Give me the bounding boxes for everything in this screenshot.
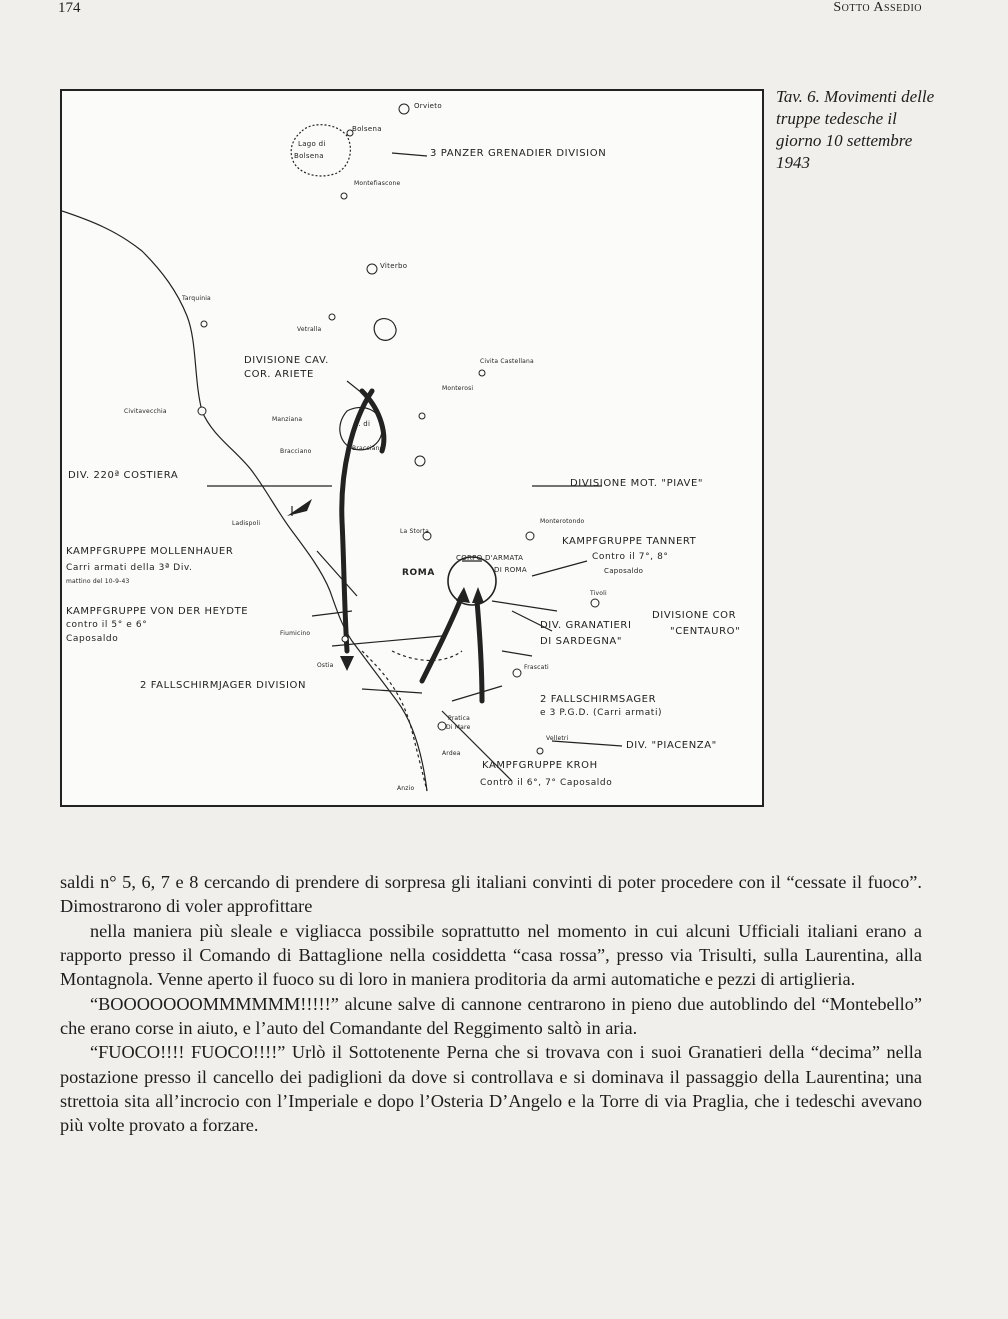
unit-div-centauro-2: "CENTAURO"	[670, 626, 741, 637]
unit-kg-heydte: KAMPFGRUPPE VON DER HEYDTE	[66, 606, 249, 617]
place-civita-castellana: Civita Castellana	[480, 358, 534, 365]
unit-corpo-armata-1: CORPO D'ARMATA	[456, 554, 524, 562]
unit-div-cav-1: DIVISIONE CAV.	[244, 355, 329, 366]
map-caption: Tav. 6. Movimenti delle truppe tedesche il giorno 10 settembre 1943	[776, 87, 935, 173]
place-bolsena: Bolsena	[352, 125, 382, 133]
unit-div-granatieri-1: DIV. GRANATIERI	[540, 620, 632, 631]
place-civitavecchia: Civitavecchia	[124, 408, 167, 415]
arrow-mollenhauer	[342, 391, 372, 651]
place-bracciano: Bracciano	[280, 448, 312, 455]
unit-tannert-note-2: Caposaldo	[604, 567, 644, 575]
place-pratica-2: Di Mare	[446, 724, 471, 731]
place-ardea: Ardea	[442, 750, 461, 757]
place-lago-bracciano-2: Bracciano	[352, 445, 384, 452]
unit-kg-tannert: KAMPFGRUPPE TANNERT	[562, 536, 697, 547]
place-viterbo: Viterbo	[380, 262, 408, 270]
place-frascati: Frascati	[524, 664, 549, 671]
page-number: 174	[58, 0, 81, 16]
arrow-ladispoli	[287, 499, 312, 516]
place-manziana: Manziana	[272, 416, 303, 423]
arrow-south-roma	[422, 596, 462, 681]
lake-vico	[374, 319, 396, 341]
place-vetralla: Vetralla	[297, 326, 322, 333]
place-lago-bracciano-1: L. di	[354, 420, 371, 428]
arrow-roma-south2	[477, 601, 482, 701]
unit-fallschirmsager-2: e 3 P.G.D. (Carri armati)	[540, 708, 663, 718]
place-lago-bolsena-2: Bolsena	[294, 152, 324, 160]
unit-fallschirmjager: 2 FALLSCHIRMJAGER DIVISION	[140, 680, 307, 691]
unit-heydte-note-1: contro il 5° e 6°	[66, 620, 148, 630]
place-lago-bolsena-1: Lago di	[298, 140, 326, 148]
place-ladispoli: Ladispoli	[232, 520, 261, 527]
place-tivoli: Tivoli	[590, 590, 607, 597]
unit-kroh-note: Contro il 6°, 7° Caposaldo	[480, 778, 613, 788]
unit-mollenhauer-note-1: Carri armati della 3ª Div.	[66, 563, 193, 573]
unit-div-granatieri-2: DI SARDEGNA"	[540, 636, 623, 647]
unit-panzer-grenadier: 3 PANZER GRENADIER DIVISION	[430, 148, 607, 159]
unit-tannert-note-1: Contro il 7°, 8°	[592, 552, 669, 562]
place-montefiascone: Montefiascone	[354, 180, 401, 187]
place-roma: ROMA	[402, 568, 435, 578]
place-monterotondo: Monterotondo	[540, 518, 585, 525]
place-anzio: Anzio	[397, 785, 415, 792]
coastline	[62, 211, 430, 791]
body-text	[60, 870, 922, 1138]
unit-div-cav-2: COR. ARIETE	[244, 369, 314, 380]
unit-mollenhauer-note-2: mattino del 10-9-43	[66, 578, 130, 585]
unit-div-costiera: DIV. 220ª COSTIERA	[68, 470, 179, 481]
unit-heydte-note-2: Caposaldo	[66, 634, 119, 644]
lake-bolsena	[291, 125, 350, 176]
unit-kg-mollenhauer: KAMPFGRUPPE MOLLENHAUER	[66, 546, 234, 557]
map-drawing	[62, 91, 762, 805]
roma-circle	[448, 557, 496, 605]
place-monterosi: Monterosi	[442, 385, 474, 392]
place-ostia: Ostia	[317, 662, 334, 669]
place-pratica-1: Pratica	[448, 715, 471, 722]
unit-kg-kroh: KAMPFGRUPPE KROH	[482, 760, 598, 771]
paragraph-4: “FUOCO!!!! FUOCO!!!!” Urlò il Sottotenente Perna che si trovava con i suoi Granatieri della “decima” nella postazione presso il cancello dei padiglioni da dove si controllava e si dominava il passaggio della Laurentina; una strettoia sita all’incrocio con l’Imperiale e dopo l’Osteria D’Angelo e la Torre di via Praglia, che i tedeschi avevano più volte provato a forzare.	[60, 1042, 922, 1136]
place-orvieto: Orvieto	[414, 102, 442, 110]
paragraph-1: saldi n° 5, 6, 7 e 8 cercando di prendere di sorpresa gli italiani convinti di poter procedere con il “cessate il fuoco”. Dimostrarono di voler approfittare	[60, 872, 922, 917]
place-velletri: Velletri	[546, 735, 569, 742]
paragraph-2: nella maniera più sleale e vigliacca possibile soprattutto nel momento in cui alcuni Ufficiali italiani erano a rapporto presso il Comando di Battaglione nella cosiddetta “casa rossa”, presso via Trisulti, sulla Laurentina, alla Montagnola. Venne aperto il fuoco su di loro in maniera proditoria da armi automatiche e pezzi di artiglieria.	[60, 920, 922, 990]
place-tarquinia: Tarquinia	[182, 295, 211, 302]
paragraph-3: “BOOOOOOOMMMMMM!!!!!” alcune salve di cannone centrarono in pieno due autoblindo del “Montebello” che erano corse in aiuto, e l’auto del Comandante del Reggimento saltò in aria.	[60, 993, 922, 1038]
unit-corpo-armata-2: DI ROMA	[494, 566, 527, 574]
unit-div-centauro-1: DIVISIONE COR	[652, 610, 737, 621]
place-la-storta: La Storta	[400, 528, 430, 535]
troop-movement-map	[60, 89, 764, 807]
unit-div-piacenza: DIV. "PIACENZA"	[626, 740, 717, 751]
unit-fallschirmsager-1: 2 FALLSCHIRMSAGER	[540, 694, 657, 705]
unit-div-piave: DIVISIONE MOT. "PIAVE"	[570, 478, 704, 489]
running-head: Sotto Assedio	[833, 0, 922, 15]
place-fiumicino: Fiumicino	[280, 630, 311, 637]
